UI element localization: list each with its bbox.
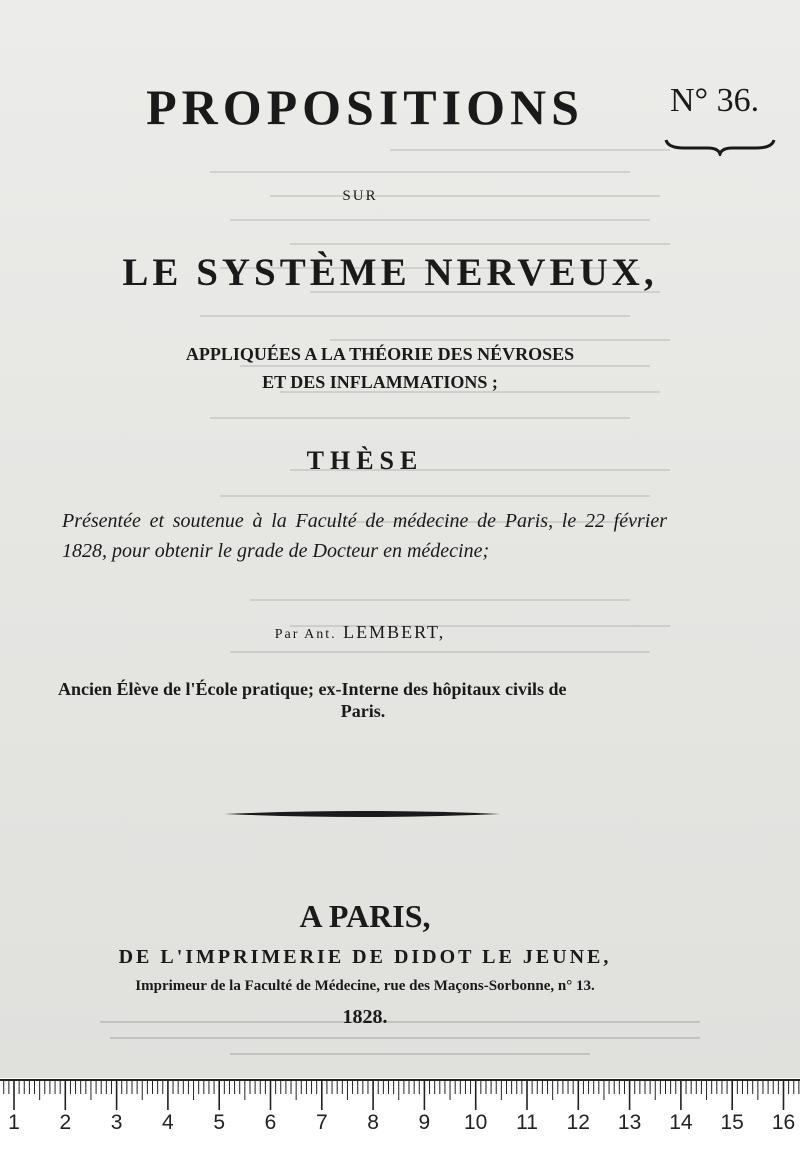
ruler-label: 4 xyxy=(162,1111,174,1134)
ruler-label: 3 xyxy=(110,1111,123,1134)
applied-line-2: ET DES INFLAMMATIONS ; xyxy=(262,372,498,392)
these-heading: THÈSE xyxy=(306,446,424,475)
applied-line-1: APPLIQUÉES A LA THÉORIE DES NÉVROSES xyxy=(185,344,575,364)
author-line xyxy=(0,622,720,643)
ruler-label: 15 xyxy=(720,1111,744,1134)
ruler-label: 7 xyxy=(315,1111,328,1134)
author-name: LEMBERT, xyxy=(343,622,446,642)
preposition: SUR xyxy=(342,188,378,204)
publication-year: 1828. xyxy=(342,1006,388,1028)
ruler-label: 8 xyxy=(367,1111,379,1134)
ruler-label: 12 xyxy=(566,1111,590,1134)
publication-city: A PARIS, xyxy=(299,898,431,934)
printer-name: DE L'IMPRIMERIE DE DIDOT LE JEUNE, xyxy=(118,946,612,968)
applied-heading xyxy=(100,340,660,396)
ruler-label: 2 xyxy=(59,1111,72,1134)
thesis-number: N° 36. xyxy=(670,82,760,119)
brace-ornament xyxy=(664,136,776,156)
ruler-label: 13 xyxy=(617,1111,642,1134)
ornamental-rule xyxy=(225,808,500,820)
credentials-line: Ancien Élève de l'École pratique; ex-Interne des hôpitaux civils de xyxy=(58,679,567,699)
credentials-city: Paris. xyxy=(340,701,386,721)
ruler-label: 14 xyxy=(669,1111,693,1134)
presentation-statement: Présentée et soutenue à la Faculté de médecine de Paris, le 22 février 1828, pour obtenir le grade de Docteur en médecine; xyxy=(62,510,667,562)
author-prefix: Par Ant. xyxy=(274,627,337,642)
thesis-subject: LE SYSTÈME NERVEUX, xyxy=(122,251,658,294)
ruler-label: 6 xyxy=(264,1111,277,1134)
measurement-ruler xyxy=(0,1078,800,1157)
bleed-through-lines xyxy=(170,140,690,700)
ruler-label: 16 xyxy=(771,1111,796,1134)
document-title: PROPOSITIONS xyxy=(146,79,584,135)
author-credentials xyxy=(58,678,668,722)
ruler-label: 1 xyxy=(8,1111,20,1134)
ruler-label: 9 xyxy=(418,1111,431,1134)
ruler-label: 5 xyxy=(213,1111,226,1134)
printer-address: Imprimeur de la Faculté de Médecine, rue des Maçons-Sorbonne, n° 13. xyxy=(135,978,595,994)
ruler-label: 11 xyxy=(516,1111,538,1134)
ruler-label: 10 xyxy=(464,1111,488,1134)
